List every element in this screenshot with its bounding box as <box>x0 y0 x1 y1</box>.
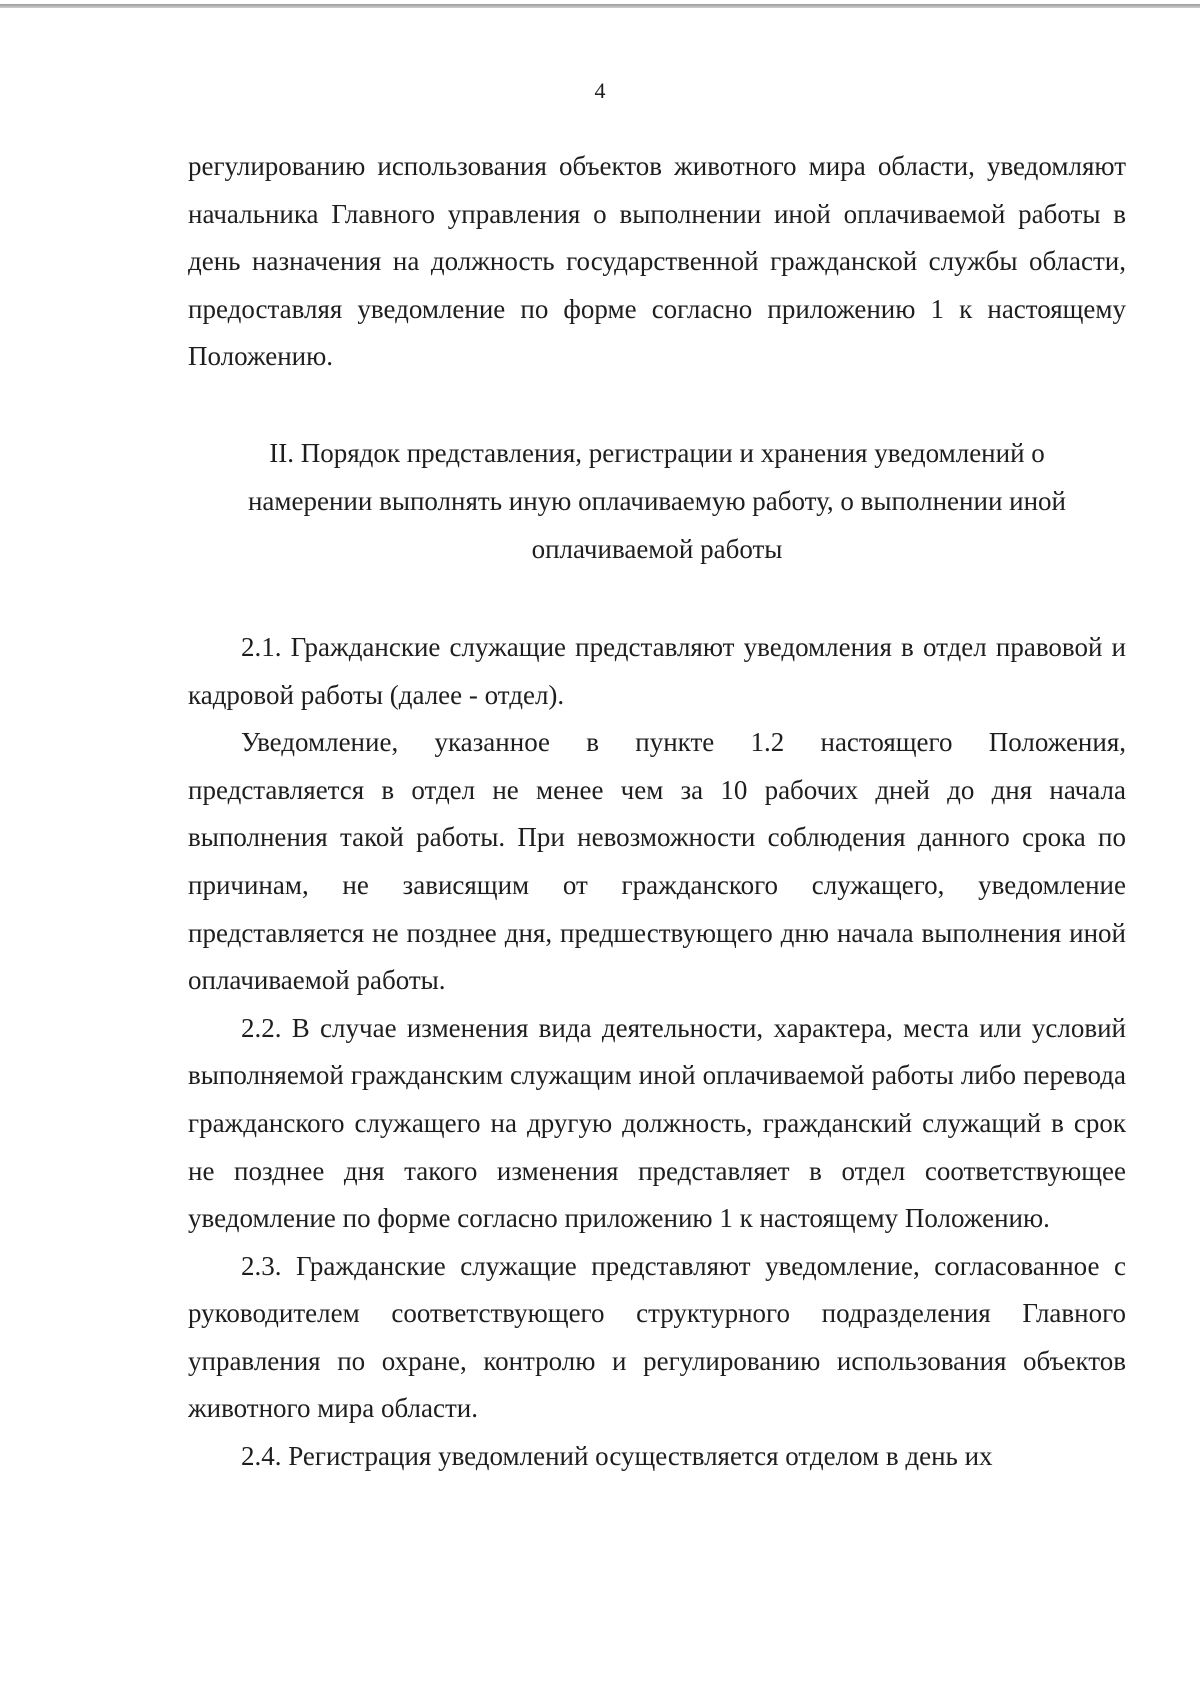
scan-top-edge <box>0 4 1200 8</box>
section-heading: II. Порядок представления, регистрации и хранения уведомлений о намерении выполнять иную оплачиваемую работу, о выполнении иной оплачиваемой работы <box>247 437 1066 564</box>
paragraph-2-2: 2.2. В случае изменения вида деятельности, характера, места или условий выполняемой гражданским служащим иной оплачиваемой работы либо перевода гражданского служащего на другую должность, гражданский служащий в срок не позднее дня такого изменения представляет в отдел соответствующее уведомление по форме согласно приложению 1 к настоящему Положению. <box>188 1012 1126 1234</box>
paragraph-continuation: регулированию использования объектов животного мира области, уведомляют начальника Главного управления о выполнении иной оплачиваемой работы в день назначения на должность государственной гражданской службы области, предоставляя уведомление по форме согласно приложению 1 к настоящему Положению. <box>188 151 1126 372</box>
paragraph-notice: Уведомление, указанное в пункте 1.2 настоящего Положения, представляется в отдел не менее чем за 10 рабочих дней до дня начала выполнения такой работы. При невозможности соблюдения данного срока по причинам, не зависящим от гражданского служащего, уведомление представляется не позднее дня, предшествующего дню начала выполнения иной оплачиваемой работы. <box>188 727 1126 996</box>
document-body <box>188 143 1126 1481</box>
paragraph-2-4: 2.4. Регистрация уведомлений осуществляется отделом в день их <box>241 1441 993 1472</box>
paragraph-2-1: 2.1. Гражданские служащие представляют уведомления в отдел правовой и кадровой работы (далее - отдел). <box>188 631 1126 710</box>
paragraph-2-3: 2.3. Гражданские служащие представляют уведомление, согласованное с руководителем соответствующего структурного подразделения Главного управления по охране, контролю и регулированию использования объектов животного мира области. <box>188 1250 1126 1424</box>
page-number: 4 <box>594 78 606 103</box>
